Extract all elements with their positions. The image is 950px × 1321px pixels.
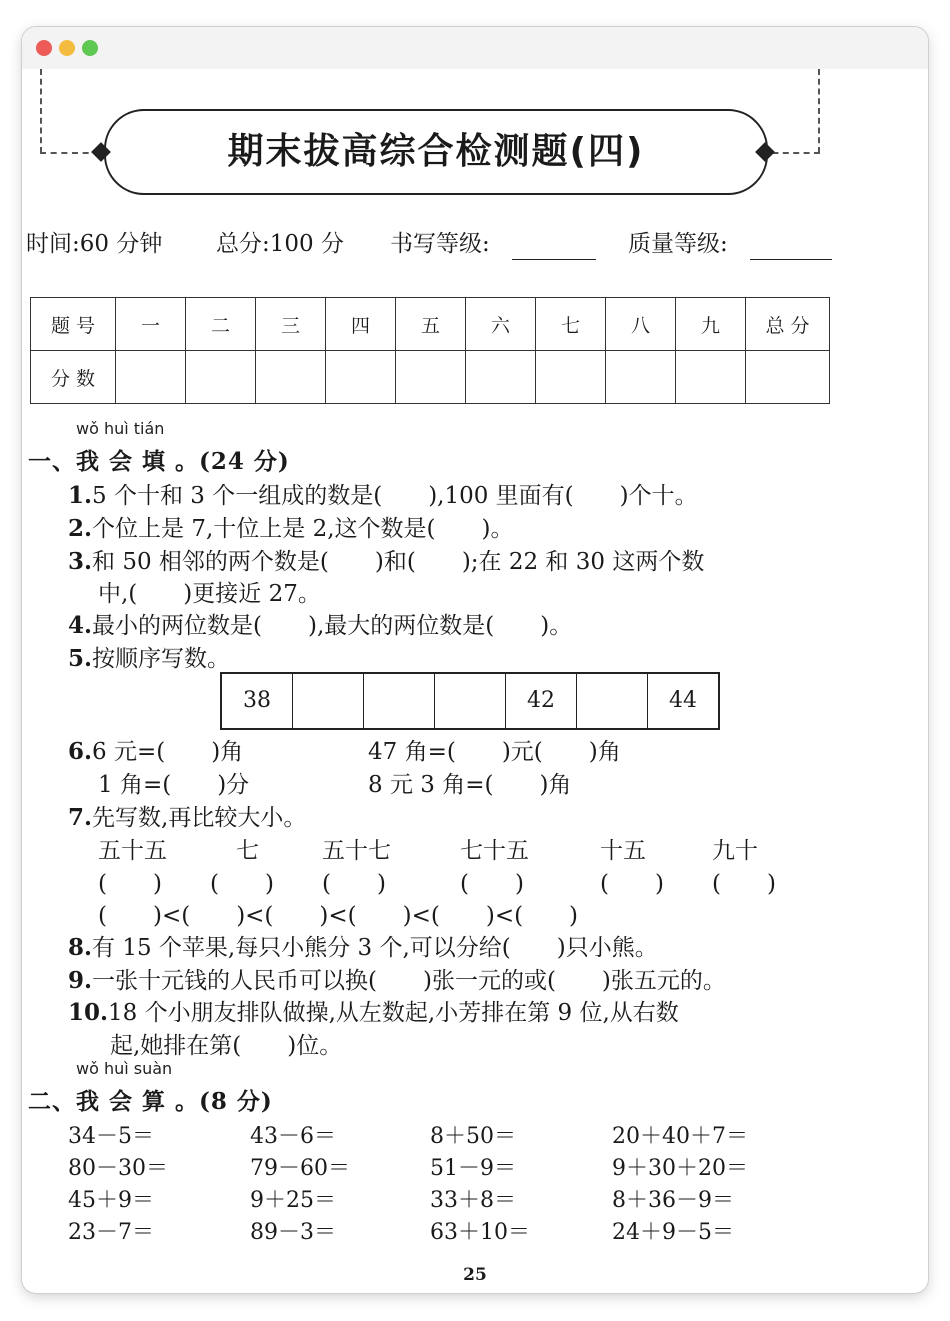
table-cell: 七	[536, 298, 606, 351]
sequence-blank[interactable]	[292, 674, 363, 728]
question-7: 7.先写数,再比较大小。	[68, 804, 307, 831]
section1-heading: 一、我 会 填 。(24 分)	[28, 448, 290, 475]
calc-item: 51－9＝	[430, 1156, 516, 1181]
number-word: 五十七	[322, 838, 391, 864]
table-cell: 五	[396, 298, 466, 351]
sequence-cell: 44	[647, 674, 718, 728]
calc-item: 24＋9－5＝	[612, 1220, 734, 1245]
table-cell: 四	[326, 298, 396, 351]
calc-item: 45＋9＝	[68, 1188, 154, 1213]
question-4: 4.最小的两位数是( ),最大的两位数是( )。	[68, 612, 573, 639]
calc-item: 23－7＝	[68, 1220, 154, 1245]
score-cell[interactable]	[606, 351, 676, 404]
question-1: 1.5 个十和 3 个一组成的数是( ),100 里面有( )个十。	[68, 482, 698, 509]
table-cell: 八	[606, 298, 676, 351]
table-cell: 总 分	[746, 298, 830, 351]
table-cell: 三	[256, 298, 326, 351]
score-table-score-row	[31, 351, 830, 404]
question-2: 2.个位上是 7,十位上是 2,这个数是( )。	[68, 515, 514, 542]
compare-line[interactable]: ( )<( )<( )<( )<( )<( )	[98, 903, 579, 929]
score-cell[interactable]	[466, 351, 536, 404]
close-window-button[interactable]	[36, 40, 52, 56]
question-6d: 8 元 3 角=( )角	[368, 772, 572, 798]
calc-item: 89－3＝	[250, 1220, 336, 1245]
answer-paren[interactable]: ( )	[322, 871, 386, 897]
section1-pinyin: wǒ huì tián	[76, 419, 165, 438]
banner-frame-left	[40, 69, 42, 153]
quality-grade-label: 质量等级:	[628, 231, 728, 257]
question-10-line2: 起,她排在第( )位。	[110, 1033, 343, 1059]
table-cell: 六	[466, 298, 536, 351]
question-6c: 1 角=( )分	[98, 772, 250, 798]
page-number: 25	[463, 1265, 487, 1285]
question-10: 10.18 个小朋友排队做操,从左数起,小芳排在第 9 位,从右数	[68, 999, 679, 1026]
answer-paren[interactable]: ( )	[210, 871, 274, 897]
time-info: 时间:60 分钟	[26, 231, 163, 257]
window-titlebar	[22, 27, 928, 69]
document-window	[22, 27, 928, 1293]
table-cell: 分 数	[31, 351, 116, 404]
calc-item: 9＋30＋20＝	[612, 1156, 748, 1181]
score-cell[interactable]	[256, 351, 326, 404]
sequence-blank[interactable]	[363, 674, 434, 728]
question-6: 6.6 元=( )角	[68, 738, 244, 765]
banner-frame-right	[818, 69, 820, 153]
number-word: 七	[236, 838, 259, 864]
score-cell[interactable]	[536, 351, 606, 404]
quality-grade-blank[interactable]	[750, 259, 832, 260]
section2-heading: 二、我 会 算 。(8 分)	[28, 1088, 273, 1115]
calc-item: 8＋50＝	[430, 1124, 516, 1149]
question-6b: 47 角=( )元( )角	[368, 739, 621, 765]
question-3-line2: 中,( )更接近 27。	[98, 581, 321, 607]
title-banner	[104, 109, 768, 195]
calc-item: 33＋8＝	[430, 1188, 516, 1213]
number-word: 十五	[600, 838, 646, 864]
calc-item: 20＋40＋7＝	[612, 1124, 748, 1149]
sequence-cell: 38	[243, 688, 271, 713]
question-5: 5.按顺序写数。	[68, 645, 231, 672]
score-table-header-row	[31, 298, 830, 351]
score-cell[interactable]	[326, 351, 396, 404]
score-cell[interactable]	[186, 351, 256, 404]
calc-item: 9＋25＝	[250, 1188, 336, 1213]
calc-item: 80－30＝	[68, 1156, 168, 1181]
answer-paren[interactable]: ( )	[460, 871, 524, 897]
question-3: 3.和 50 相邻的两个数是( )和( );在 22 和 30 这两个数	[68, 548, 705, 575]
sequence-blank[interactable]	[434, 674, 505, 728]
number-word: 七十五	[460, 838, 529, 864]
sequence-cell: 42	[505, 674, 576, 728]
maximize-window-button[interactable]	[82, 40, 98, 56]
calc-item: 63＋10＝	[430, 1220, 530, 1245]
answer-paren[interactable]: ( )	[98, 871, 162, 897]
question-9: 9.一张十元钱的人民币可以换( )张一元的或( )张五元的。	[68, 967, 726, 994]
score-table	[30, 297, 830, 404]
number-word: 九十	[712, 838, 758, 864]
answer-paren[interactable]: ( )	[712, 871, 776, 897]
minimize-window-button[interactable]	[59, 40, 75, 56]
calc-item: 43－6＝	[250, 1124, 336, 1149]
table-cell: 一	[116, 298, 186, 351]
answer-paren[interactable]: ( )	[600, 871, 664, 897]
section2-pinyin: wǒ huì suàn	[76, 1059, 173, 1078]
page-title: 期末拔高综合检测题(四)	[227, 131, 645, 172]
question-8: 8.有 15 个苹果,每只小熊分 3 个,可以分给( )只小熊。	[68, 934, 658, 961]
calc-item: 8＋36－9＝	[612, 1188, 734, 1213]
writing-grade-blank[interactable]	[512, 259, 596, 260]
table-cell: 九	[676, 298, 746, 351]
writing-grade-label: 书写等级:	[390, 231, 490, 257]
score-cell[interactable]	[746, 351, 830, 404]
table-cell: 题 号	[31, 298, 116, 351]
score-cell[interactable]	[396, 351, 466, 404]
number-sequence-boxes	[220, 672, 720, 730]
calc-item: 79－60＝	[250, 1156, 350, 1181]
calc-item: 34－5＝	[68, 1124, 154, 1149]
score-cell[interactable]	[676, 351, 746, 404]
sequence-blank[interactable]	[576, 674, 647, 728]
total-score-info: 总分:100 分	[216, 231, 344, 257]
number-word: 五十五	[98, 838, 167, 864]
table-cell: 二	[186, 298, 256, 351]
score-cell[interactable]	[116, 351, 186, 404]
